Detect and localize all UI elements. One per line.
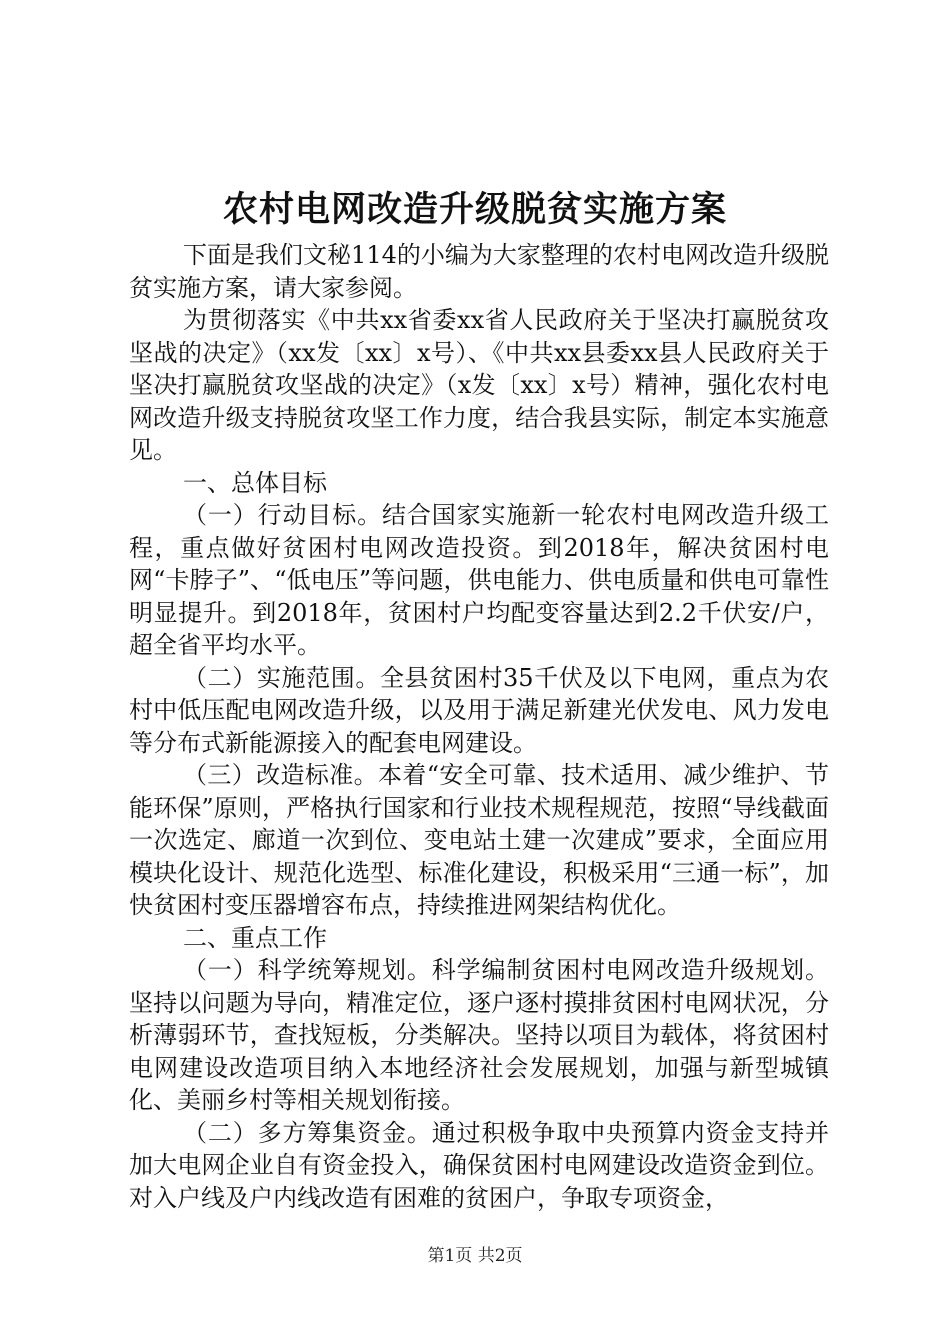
paragraph-action-goals: （一）行动目标。结合国家实施新一轮农村电网改造升级工程，重点做好贫困村电网改造投资。到2018年，解决贫困村电网“卡脖子”、“低电压”等问题，供电能力、供电质量和供电可靠性明显提升。到2018年，贫困村户均配变容量达到2.2千伏安/户，超全省平均水平。 (129, 501, 829, 659)
document-title: 农村电网改造升级脱贫实施方案 (222, 189, 727, 230)
page-footer: 第1页 共2页 (427, 1246, 523, 1266)
paragraph-planning: （一）科学统筹规划。科学编制贫困村电网改造升级规划。坚持以问题为导向，精准定位，逐户逐村摸排贫困村电网状况，分析薄弱环节，查找短板，分类解决。坚持以项目为载体，将贫困村电网建设改造项目纳入本地经济社会发展规划，加强与新型城镇化、美丽乡村等相关规划衔接。 (129, 956, 829, 1114)
paragraph-funding: （二）多方筹集资金。通过积极争取中央预算内资金支持并加大电网企业自有资金投入，确保贫困村电网建设改造资金到位。对入户线及户内线改造有困难的贫困户，争取专项资金， (129, 1118, 829, 1212)
paragraph-standards: （三）改造标准。本着“安全可靠、技术适用、减少维护、节能环保”原则，严格执行国家和行业技术规程规范，按照“导线截面一次选定、廊道一次到位、变电站土建一次建成”要求，全面应用模块化设计、规范化选型、标准化建设，积极采用“三通一标”，加快贫困村变压器增容布点，持续推进网架结构优化。 (129, 761, 829, 919)
intro-paragraph: 下面是我们文秘114的小编为大家整理的农村电网改造升级脱贫实施方案，请大家参阅。 (129, 241, 829, 302)
purpose-paragraph: 为贯彻落实《中共xx省委xx省人民政府关于坚决打赢脱贫攻坚战的决定》（xx发〔xx〕x号）、《中共xx县委xx县人民政府关于坚决打赢脱贫攻坚战的决定》（x发〔xx〕x号）精神，强化农村电网改造升级支持脱贫攻坚工作力度，结合我县实际，制定本实施意见。 (129, 306, 829, 464)
section-heading-overall-goals: 一、总体目标 (183, 468, 327, 497)
document-body (129, 239, 829, 1214)
section-heading-key-work: 二、重点工作 (183, 923, 327, 952)
paragraph-scope: （二）实施范围。全县贫困村35千伏及以下电网，重点为农村中低压配电网改造升级，以及用于满足新建光伏发电、风力发电等分布式新能源接入的配套电网建设。 (129, 663, 829, 757)
